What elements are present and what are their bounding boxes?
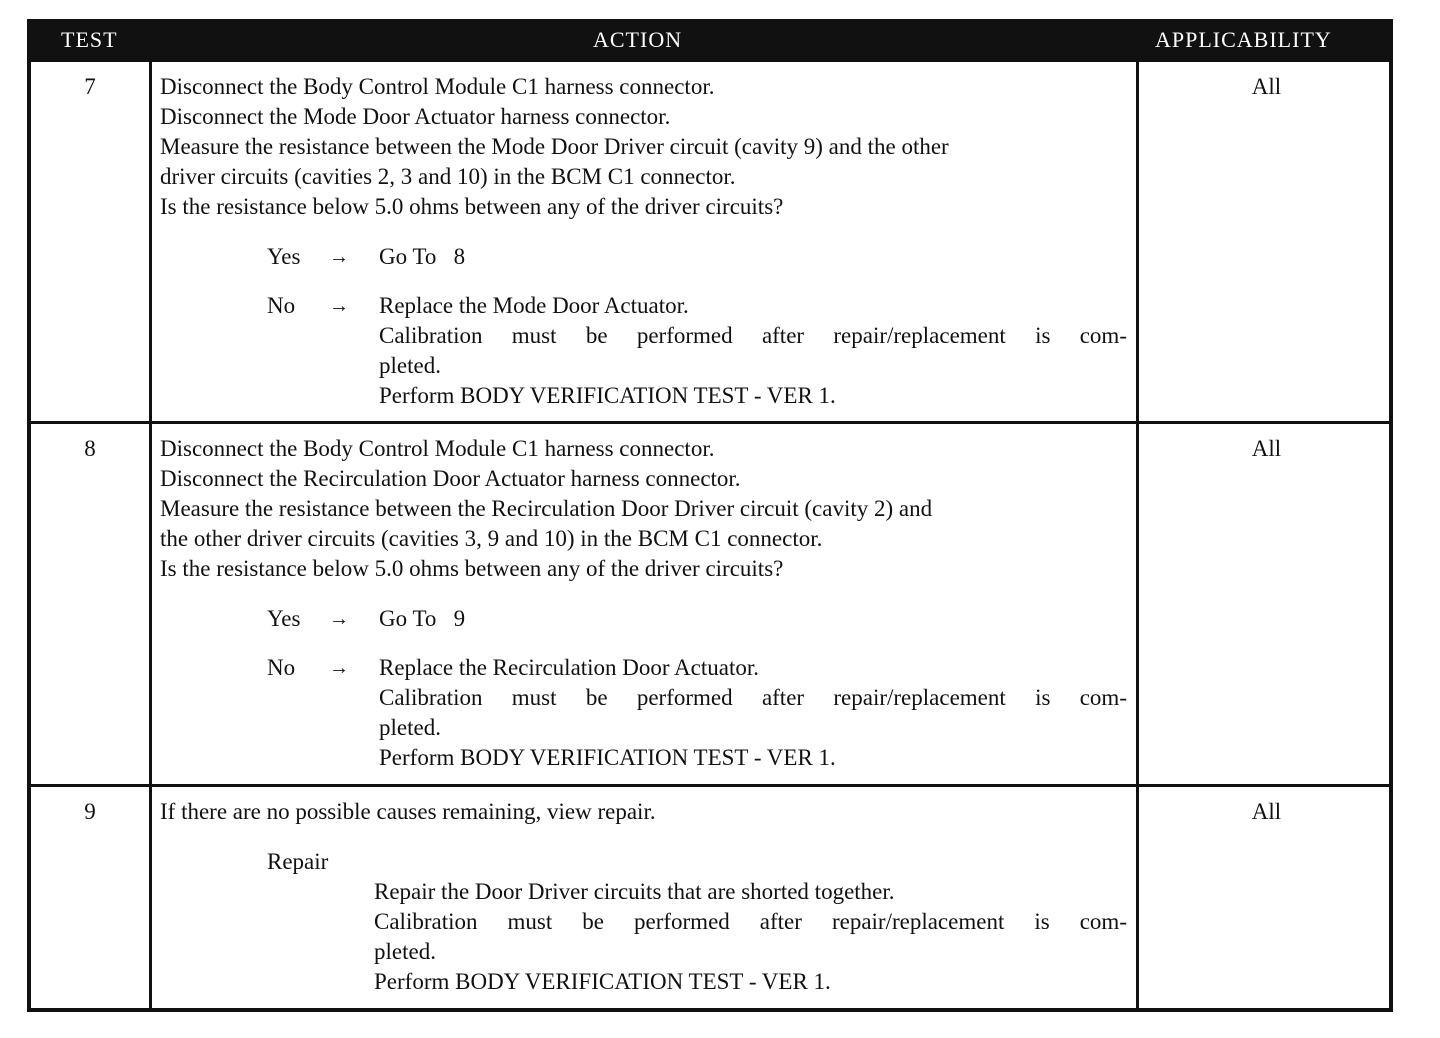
applicability-value: All bbox=[1251, 436, 1282, 461]
test-number: 8 bbox=[84, 436, 96, 461]
action-step: Disconnect the Recirculation Door Actuator harness connector. bbox=[160, 466, 741, 491]
action-question: Is the resistance below 5.0 ohms between any of the driver circuits? bbox=[160, 194, 784, 219]
arrow-right-icon: → bbox=[329, 295, 349, 317]
yes-label: Yes bbox=[267, 606, 301, 631]
header-action: ACTION bbox=[593, 27, 683, 52]
test-number: 9 bbox=[84, 799, 96, 824]
repair-step: pleted. bbox=[374, 939, 436, 964]
action-step: Disconnect the Mode Door Actuator harness connector. bbox=[160, 104, 671, 129]
repair-label: Repair bbox=[267, 849, 329, 874]
arrow-right-icon: → bbox=[329, 657, 349, 679]
action-step: Measure the resistance between the Recirculation Door Driver circuit (cavity 2) and bbox=[160, 496, 933, 521]
table-row-test-9 bbox=[31, 787, 1389, 1007]
action-question: Is the resistance below 5.0 ohms between any of the driver circuits? bbox=[160, 556, 784, 581]
no-result: Calibration must be performed after repair/replacement is com- bbox=[379, 323, 1127, 348]
arrow-right-icon: → bbox=[329, 246, 349, 268]
no-label: No bbox=[267, 293, 296, 318]
header-test: TEST bbox=[61, 27, 118, 52]
no-result: Replace the Mode Door Actuator. bbox=[379, 293, 689, 318]
repair-step: Repair the Door Driver circuits that are shorted together. bbox=[374, 879, 895, 904]
no-result: pleted. bbox=[379, 715, 441, 740]
action-step: driver circuits (cavities 2, 3 and 10) in the BCM C1 connector. bbox=[160, 164, 736, 189]
applicability-value: All bbox=[1251, 799, 1282, 824]
action-step: the other driver circuits (cavities 3, 9 and 10) in the BCM C1 connector. bbox=[160, 526, 823, 551]
repair-step: Perform BODY VERIFICATION TEST - VER 1. bbox=[374, 969, 831, 994]
table-row-test-7 bbox=[31, 62, 1389, 421]
applicability-value: All bbox=[1251, 74, 1282, 99]
test-number: 7 bbox=[84, 74, 96, 99]
action-step: Disconnect the Body Control Module C1 harness connector. bbox=[160, 436, 715, 461]
yes-result: Go To 8 bbox=[379, 244, 466, 269]
yes-result: Go To 9 bbox=[379, 606, 466, 631]
table-header bbox=[31, 19, 1389, 62]
action-step: Measure the resistance between the Mode Door Driver circuit (cavity 9) and the other bbox=[160, 134, 949, 159]
no-result: Calibration must be performed after repair/replacement is com- bbox=[379, 685, 1127, 710]
table-row-test-8 bbox=[31, 424, 1389, 784]
no-result: Perform BODY VERIFICATION TEST - VER 1. bbox=[379, 745, 836, 770]
action-step: If there are no possible causes remaining, view repair. bbox=[160, 799, 656, 824]
no-result: pleted. bbox=[379, 353, 441, 378]
no-result: Perform BODY VERIFICATION TEST - VER 1. bbox=[379, 383, 836, 408]
diagnostic-test-table bbox=[27, 19, 1393, 1012]
header-applicability: APPLICABILITY bbox=[1155, 27, 1332, 52]
repair-step: Calibration must be performed after repair/replacement is com- bbox=[374, 909, 1127, 934]
yes-label: Yes bbox=[267, 244, 301, 269]
no-result: Replace the Recirculation Door Actuator. bbox=[379, 655, 760, 680]
action-step: Disconnect the Body Control Module C1 harness connector. bbox=[160, 74, 715, 99]
no-label: No bbox=[267, 655, 296, 680]
arrow-right-icon: → bbox=[329, 608, 349, 630]
